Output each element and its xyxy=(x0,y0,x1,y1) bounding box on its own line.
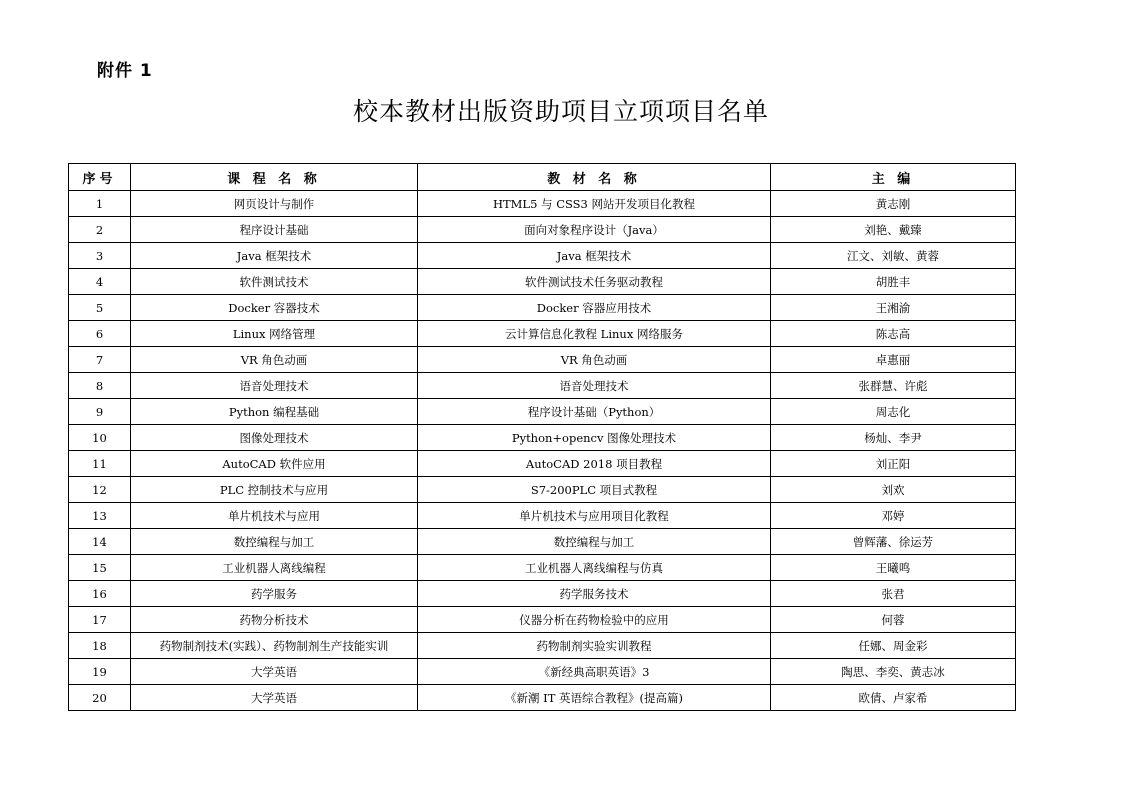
cell-editor: 王曦鸣 xyxy=(771,555,1016,581)
cell-no: 18 xyxy=(69,633,131,659)
table-row xyxy=(69,321,1016,347)
project-list-table xyxy=(68,163,1016,711)
cell-editor: 刘艳、戴臻 xyxy=(771,217,1016,243)
cell-no: 5 xyxy=(69,295,131,321)
table-row xyxy=(69,451,1016,477)
cell-textbook: 单片机技术与应用项目化教程 xyxy=(418,503,771,529)
cell-no: 3 xyxy=(69,243,131,269)
cell-textbook: Python+opencv 图像处理技术 xyxy=(418,425,771,451)
table-row xyxy=(69,607,1016,633)
cell-course: 大学英语 xyxy=(131,659,418,685)
cell-editor: 任娜、周金彩 xyxy=(771,633,1016,659)
header-editor: 主 编 xyxy=(771,164,1016,191)
cell-no: 13 xyxy=(69,503,131,529)
cell-course: 药物制剂技术(实践）、药物制剂生产技能实训 xyxy=(131,633,418,659)
cell-no: 11 xyxy=(69,451,131,477)
cell-no: 8 xyxy=(69,373,131,399)
cell-editor: 刘正阳 xyxy=(771,451,1016,477)
table-row xyxy=(69,399,1016,425)
cell-textbook: 数控编程与加工 xyxy=(418,529,771,555)
cell-course: 软件测试技术 xyxy=(131,269,418,295)
cell-no: 14 xyxy=(69,529,131,555)
cell-textbook: 药学服务技术 xyxy=(418,581,771,607)
cell-no: 9 xyxy=(69,399,131,425)
cell-editor: 黄志刚 xyxy=(771,191,1016,217)
cell-textbook: AutoCAD 2018 项目教程 xyxy=(418,451,771,477)
cell-editor: 周志化 xyxy=(771,399,1016,425)
cell-course: 工业机器人离线编程 xyxy=(131,555,418,581)
cell-editor: 王湘渝 xyxy=(771,295,1016,321)
table-row xyxy=(69,555,1016,581)
table-row xyxy=(69,269,1016,295)
cell-no: 1 xyxy=(69,191,131,217)
cell-editor: 张君 xyxy=(771,581,1016,607)
cell-textbook: 程序设计基础（Python） xyxy=(418,399,771,425)
cell-textbook: 仪器分析在药物检验中的应用 xyxy=(418,607,771,633)
cell-no: 6 xyxy=(69,321,131,347)
cell-course: 药物分析技术 xyxy=(131,607,418,633)
cell-textbook: Java 框架技术 xyxy=(418,243,771,269)
cell-course: Java 框架技术 xyxy=(131,243,418,269)
table-body xyxy=(69,191,1016,711)
cell-course: AutoCAD 软件应用 xyxy=(131,451,418,477)
cell-course: 单片机技术与应用 xyxy=(131,503,418,529)
cell-textbook: 《新潮 IT 英语综合教程》(提高篇) xyxy=(418,685,771,711)
cell-textbook: 语音处理技术 xyxy=(418,373,771,399)
table-row xyxy=(69,217,1016,243)
cell-editor: 陶思、李奕、黄志冰 xyxy=(771,659,1016,685)
cell-textbook: VR 角色动画 xyxy=(418,347,771,373)
cell-no: 15 xyxy=(69,555,131,581)
cell-no: 4 xyxy=(69,269,131,295)
cell-course: 药学服务 xyxy=(131,581,418,607)
cell-no: 7 xyxy=(69,347,131,373)
cell-editor: 陈志高 xyxy=(771,321,1016,347)
cell-no: 20 xyxy=(69,685,131,711)
cell-no: 2 xyxy=(69,217,131,243)
header-course: 课 程 名 称 xyxy=(131,164,418,191)
attachment-label: 附件 1 xyxy=(97,61,153,81)
cell-textbook: HTML5 与 CSS3 网站开发项目化教程 xyxy=(418,191,771,217)
cell-course: Docker 容器技术 xyxy=(131,295,418,321)
cell-editor: 曾辉藩、徐运芳 xyxy=(771,529,1016,555)
cell-textbook: 云计算信息化教程 Linux 网络服务 xyxy=(418,321,771,347)
table-row xyxy=(69,529,1016,555)
header-no: 序号 xyxy=(69,164,131,191)
table-row xyxy=(69,347,1016,373)
table-row xyxy=(69,685,1016,711)
table-row xyxy=(69,659,1016,685)
cell-textbook: 药物制剂实验实训教程 xyxy=(418,633,771,659)
cell-course: 图像处理技术 xyxy=(131,425,418,451)
table-row xyxy=(69,425,1016,451)
cell-course: Python 编程基础 xyxy=(131,399,418,425)
cell-editor: 张群慧、许彪 xyxy=(771,373,1016,399)
cell-course: 数控编程与加工 xyxy=(131,529,418,555)
cell-course: Linux 网络管理 xyxy=(131,321,418,347)
table-row xyxy=(69,633,1016,659)
cell-course: 程序设计基础 xyxy=(131,217,418,243)
table-row xyxy=(69,191,1016,217)
table-header-row xyxy=(69,164,1016,191)
table-row xyxy=(69,295,1016,321)
document-title: 校本教材出版资助项目立项项目名单 xyxy=(352,97,769,126)
cell-editor: 欧倩、卢家希 xyxy=(771,685,1016,711)
cell-course: VR 角色动画 xyxy=(131,347,418,373)
cell-editor: 胡胜丰 xyxy=(771,269,1016,295)
cell-editor: 刘欢 xyxy=(771,477,1016,503)
table-row xyxy=(69,503,1016,529)
cell-editor: 邓婷 xyxy=(771,503,1016,529)
cell-course: 语音处理技术 xyxy=(131,373,418,399)
cell-textbook: 面向对象程序设计（Java） xyxy=(418,217,771,243)
cell-course: 大学英语 xyxy=(131,685,418,711)
cell-textbook: 《新经典高职英语》3 xyxy=(418,659,771,685)
cell-textbook: 软件测试技术任务驱动教程 xyxy=(418,269,771,295)
table-row xyxy=(69,477,1016,503)
cell-course: 网页设计与制作 xyxy=(131,191,418,217)
cell-course: PLC 控制技术与应用 xyxy=(131,477,418,503)
cell-no: 19 xyxy=(69,659,131,685)
cell-editor: 何蓉 xyxy=(771,607,1016,633)
cell-textbook: 工业机器人离线编程与仿真 xyxy=(418,555,771,581)
table-row xyxy=(69,581,1016,607)
header-textbook: 教 材 名 称 xyxy=(418,164,771,191)
cell-editor: 江文、刘敏、黄蓉 xyxy=(771,243,1016,269)
cell-no: 10 xyxy=(69,425,131,451)
cell-textbook: S7-200PLC 项目式教程 xyxy=(418,477,771,503)
cell-textbook: Docker 容器应用技术 xyxy=(418,295,771,321)
cell-no: 12 xyxy=(69,477,131,503)
table-row xyxy=(69,243,1016,269)
cell-no: 17 xyxy=(69,607,131,633)
cell-no: 16 xyxy=(69,581,131,607)
table-row xyxy=(69,373,1016,399)
cell-editor: 卓惠丽 xyxy=(771,347,1016,373)
cell-editor: 杨灿、李尹 xyxy=(771,425,1016,451)
